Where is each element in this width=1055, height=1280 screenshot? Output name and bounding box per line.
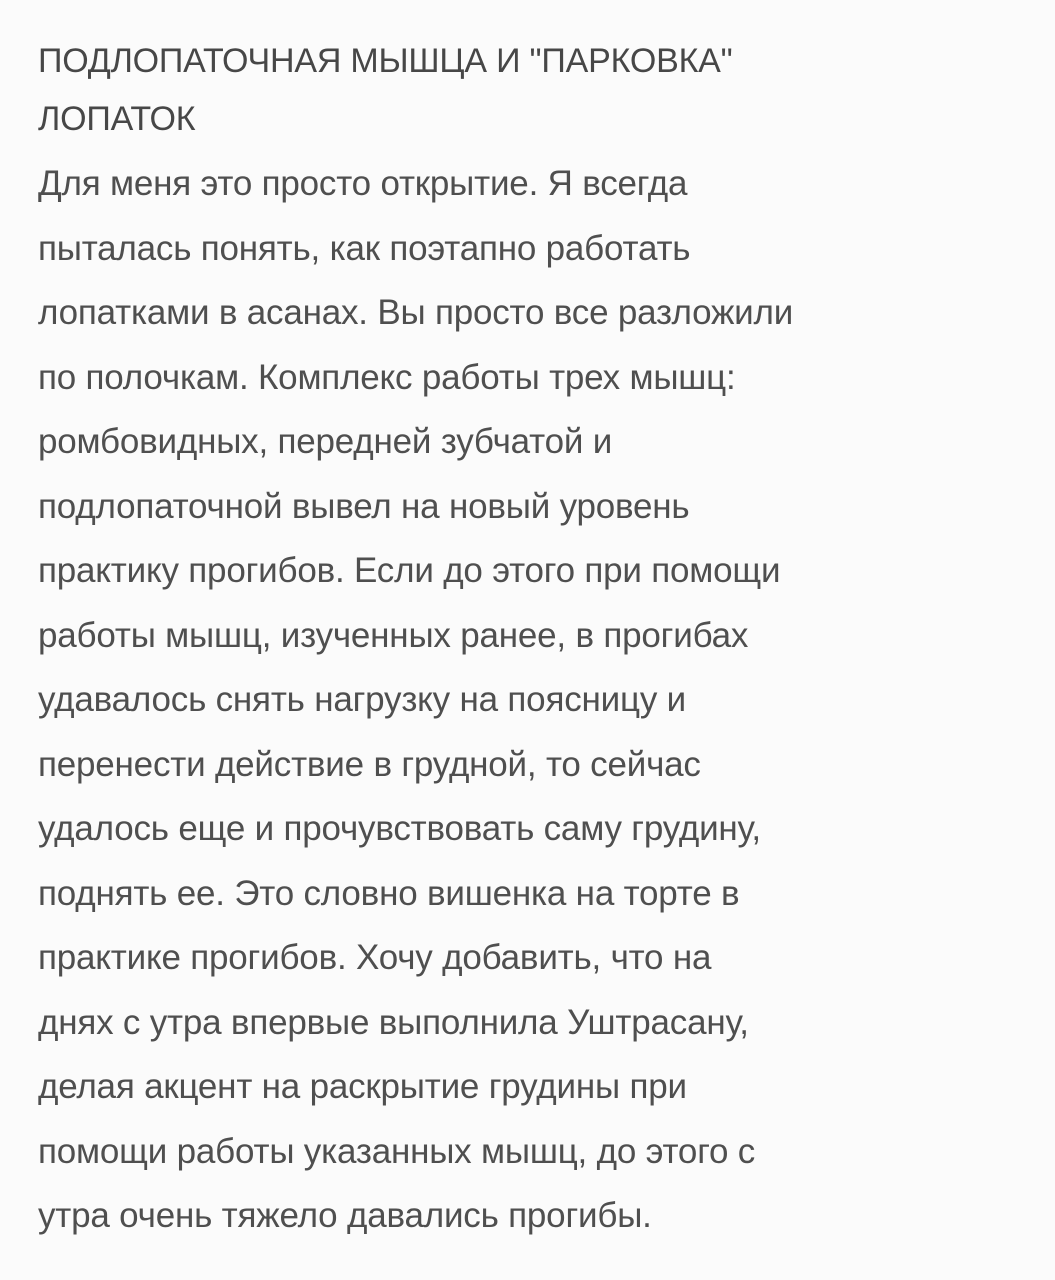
body-line: по полочкам. Комплекс работы трех мышц:: [38, 357, 736, 397]
article-body: [38, 152, 1025, 1249]
body-line: лопатками в асанах. Вы просто все разложили: [38, 293, 794, 332]
body-line: удавалось снять нагрузку на поясницу и: [38, 680, 687, 719]
body-line: поднять ее. Это словно вишенка на торте в: [38, 873, 740, 913]
body-line: пыталась понять, как поэтапно работать: [38, 228, 691, 268]
body-line: подлопаточной вывел на новый уровень: [38, 486, 690, 526]
body-line: ромбовидных, передней зубчатой и: [38, 422, 613, 461]
body-line: удалось еще и прочувствовать саму грудину,: [38, 809, 761, 848]
body-line: практике прогибов. Хочу добавить, что на: [38, 938, 712, 977]
body-line: днях с утра впервые выполнила Уштрасану,: [38, 1002, 749, 1042]
article-title: [38, 32, 1025, 148]
title-line: ЛОПАТОК: [38, 100, 196, 138]
title-line: ПОДЛОПАТОЧНАЯ МЫШЦА И "ПАРКОВКА": [38, 42, 733, 80]
body-line: утра очень тяжело давались прогибы.: [38, 1196, 652, 1235]
body-line: перенести действие в грудной, то сейчас: [38, 744, 701, 784]
body-line: практику прогибов. Если до этого при помощи: [38, 551, 781, 590]
body-line: помощи работы указанных мышц, до этого с: [38, 1131, 756, 1171]
body-line: работы мышц, изученных ранее, в прогибах: [38, 615, 749, 655]
body-line: делая акцент на раскрытие грудины при: [38, 1067, 687, 1106]
body-line: Для меня это просто открытие. Я всегда: [38, 164, 688, 203]
